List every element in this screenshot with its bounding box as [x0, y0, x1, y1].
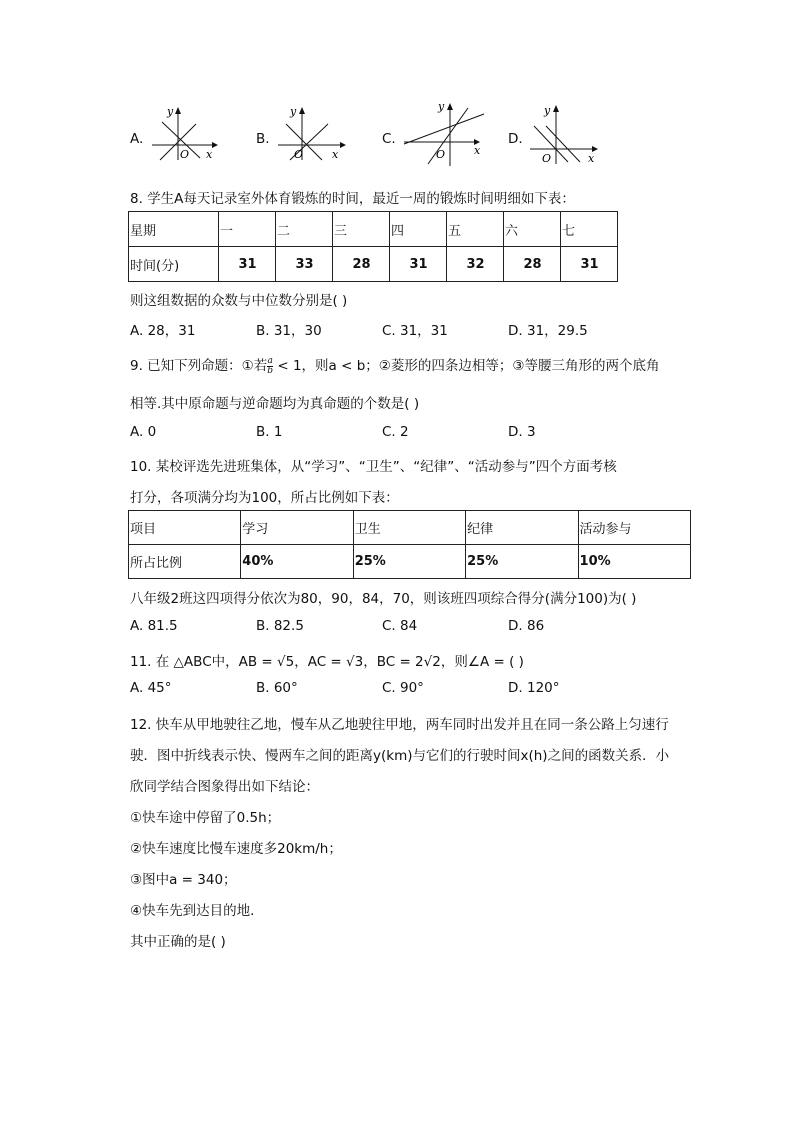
svg-text:x: x [474, 144, 481, 157]
svg-text:O: O [436, 148, 446, 161]
q11-option-a: A. 45° [130, 680, 172, 696]
q10-table [128, 510, 691, 579]
q11-stem: 11. 在 △ABC中，AB = √5，AC = √3，BC = 2√2，则∠A = ( ) [130, 654, 524, 670]
q10-option-d: D. 86 [508, 618, 545, 634]
q8-option-c: C. 31，31 [382, 323, 448, 339]
table-cell: 四 [390, 212, 447, 247]
q8-option-b: B. 31，30 [256, 323, 322, 339]
q12-question: 其中正确的是( ) [130, 934, 226, 950]
q8-option-d: D. 31，29.5 [508, 323, 588, 339]
table-cell: 时间(分) [129, 247, 219, 282]
q10-stem: 10. 某校评选先进班集体，从“学习”、“卫生”、“纪律”、“活动参与”四个方面考核 [130, 459, 617, 475]
q11-option-c: C. 90° [382, 680, 424, 696]
q7-option-c-label: C. [382, 131, 396, 147]
q8-table [128, 211, 618, 282]
svg-text:y: y [290, 105, 297, 118]
table-cell: 31 [219, 247, 276, 282]
q10-option-c: C. 84 [382, 618, 418, 634]
q8-question: 则这组数据的众数与中位数分别是( ) [130, 293, 348, 309]
table-cell: 项目 [129, 511, 241, 545]
table-cell: 七 [561, 212, 618, 247]
table-cell: 28 [504, 247, 561, 282]
table-cell: 25% [353, 545, 465, 579]
table-cell: 星期 [129, 212, 219, 247]
svg-text:x: x [588, 152, 595, 165]
table-cell: 纪律 [466, 511, 578, 545]
q7-option-a-label: A. [130, 131, 144, 147]
svg-text:x: x [206, 148, 213, 161]
svg-text:O: O [180, 148, 190, 161]
q11-option-b: B. 60° [256, 680, 298, 696]
q9-fraction: $\frac{a}{b}$ [267, 355, 274, 376]
table-cell: 卫生 [353, 511, 465, 545]
q7-option-d-label: D. [508, 131, 523, 147]
q12-conclusion-1: ①快车途中停留了0.5h； [130, 810, 281, 826]
q10-option-a: A. 81.5 [130, 618, 178, 634]
table-cell: 活动参与 [578, 511, 690, 545]
q9-stem-pre: 9. 已知下列命题：①若 [130, 358, 268, 374]
q12-line-1: 12. 快车从甲地驶往乙地，慢车从乙地驶往甲地，两车同时出发并且在同一条公路上匀速行 [130, 717, 669, 733]
table-row [129, 545, 691, 579]
q10-stem-2: 打分，各项满分均为100，所占比例如下表： [130, 490, 399, 506]
table-cell: 10% [578, 545, 690, 579]
svg-text:y: y [438, 100, 445, 113]
q7-graph-a [150, 102, 220, 164]
table-cell: 二 [276, 212, 333, 247]
q7-graph-c [402, 98, 488, 168]
q7-graph-d [528, 100, 602, 166]
q9-stem-2: 相等.其中原命题与逆命题均为真命题的个数是( ) [130, 396, 420, 412]
q9-option-d: D. 3 [508, 424, 536, 440]
table-cell: 五 [447, 212, 504, 247]
svg-text:x: x [332, 148, 339, 161]
q9-stem [130, 354, 659, 376]
q9-stem-post: < 1，则a < b；②菱形的四条边相等；③等腰三角形的两个底角 [273, 358, 660, 374]
table-cell: 三 [333, 212, 390, 247]
table-row [129, 212, 618, 247]
table-cell: 一 [219, 212, 276, 247]
q12-conclusion-4: ④快车先到达目的地． [130, 903, 264, 919]
q10-question: 八年级2班这四项得分依次为80，90，84，70，则该班四项综合得分(满分100)为( ) [130, 591, 637, 607]
svg-text:O: O [294, 148, 304, 161]
q11-option-d: D. 120° [508, 680, 560, 696]
q12-line-2: 驶．图中折线表示快、慢两车之间的距离y(km)与它们的行驶时间x(h)之间的函数关系．小 [130, 748, 670, 764]
table-cell: 所占比例 [129, 545, 241, 579]
q7-option-b-label: B. [256, 131, 270, 147]
q12-conclusion-2: ②快车速度比慢车速度多20km/h； [130, 841, 342, 857]
q9-option-a: A. 0 [130, 424, 157, 440]
table-cell: 28 [333, 247, 390, 282]
table-row [129, 511, 691, 545]
table-cell: 32 [447, 247, 504, 282]
svg-text:y: y [544, 104, 551, 117]
svg-text:O: O [542, 152, 552, 165]
table-cell: 六 [504, 212, 561, 247]
table-cell: 31 [390, 247, 447, 282]
table-cell: 25% [466, 545, 578, 579]
q12-conclusion-3: ③图中a = 340； [130, 872, 237, 888]
table-row [129, 247, 618, 282]
q9-option-b: B. 1 [256, 424, 283, 440]
q7-graph-b [276, 102, 348, 164]
table-cell: 31 [561, 247, 618, 282]
table-cell: 40% [241, 545, 353, 579]
q10-option-b: B. 82.5 [256, 618, 304, 634]
table-cell: 33 [276, 247, 333, 282]
table-cell: 学习 [241, 511, 353, 545]
svg-text:y: y [167, 105, 174, 118]
q8-stem: 8. 学生A每天记录室外体育锻炼的时间，最近一周的锻炼时间明细如下表： [130, 191, 575, 207]
q12-line-3: 欣同学结合图象得出如下结论： [130, 779, 319, 795]
q8-option-a: A. 28，31 [130, 323, 196, 339]
q9-option-c: C. 2 [382, 424, 409, 440]
